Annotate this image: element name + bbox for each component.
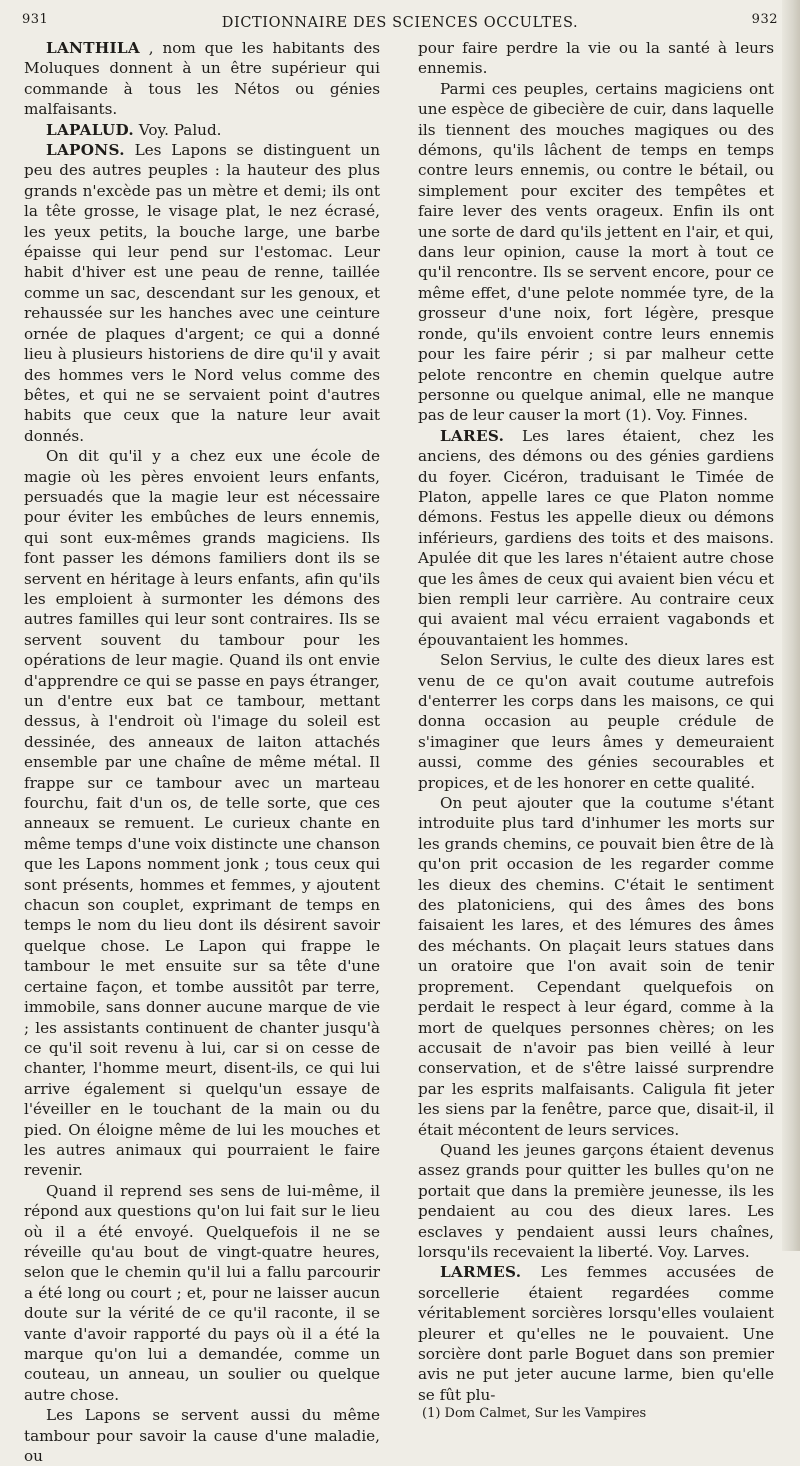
paragraph-text: Les femmes accusées de sorcellerie étaient regardées comme véritablement sorcières lorsqu'elles voulaient pleurer et qu'elles ne le pouvaient. Une sorcière dont parle Boguet dans son premier avis ne put jeter aucune larme, bien qu'elle se fût plu- [418,1263,774,1404]
paragraph-text: Parmi ces peuples, certains magiciens ont une espèce de gibecière de cuir, dans laquelle ils tiennent des mouches magiques ou des démons, qu'ils lâchent de temps en temps contre leurs ennemis, ou contre le bétail, ou simplement pour exciter des tempêtes et faire lever des vents orageux. Enfin ils ont une sorte de dard qu'ils jettent en l'air, et qui, dans leur opinion, cause la mort à tout ce qu'il rencontre. Ils se servent encore, pour ce même effet, d'une pelote nommée tyre, de la grosseur d'une noix, fort légère, presque ronde, qu'ils envoient contre leurs ennemis pour les faire périr ; si par malheur cette pelote rencontre en chemin quelque autre personne ou quelque animal, elle ne manque pas de leur causer la mort (1). Voy. Finnes. [418,79,774,425]
paragraph [418,1140,774,1262]
paragraph-text: Quand il reprend ses sens de lui-même, il répond aux questions qu'on lui fait sur le lieu où il a été envoyé. Quelquefois il ne se réveille qu'au bout de vingt-quatre heures, selon que le chemin qu'il lui a fallu parcourir a été long ou court ; et, pour ne laisser aucun doute sur la vérité de ce qu'il raconte, il se vante d'avoir rapporté du pays où il a été la marque qu'on lui a demandée, comme un couteau, un anneau, un soulier ou quelque autre chose. [24,1181,380,1404]
headword: LAPALUD. [46,120,134,139]
right-column [418,38,774,1422]
paragraph [418,38,774,79]
paragraph [24,1405,380,1466]
page-number-right: 932 [751,12,778,27]
paragraph [24,38,380,120]
footnote: (1) Dom Calmet, Sur les Vampires [422,1406,647,1422]
paragraph-text: Les lares étaient, chez les anciens, des démons ou des génies gardiens du foyer. Cicéron, traduisant le Timée de Platon, appelle lares ce que Platon nomme démons. Festus les appelle dieux ou démons inférieurs, gardiens des toits et des maisons. Apulée dit que les lares n'étaient autre chose que les âmes de ceux qui avaient bien vécu et bien rempli leur carrière. Au contraire ceux qui avaient mal vécu erraient vagabonds et épouvantaient les hommes. [418,426,774,649]
headword: LANTHILA [46,39,140,57]
running-header [22,4,778,34]
paragraph [418,650,774,793]
paragraph-text: Les Lapons se distinguent un peu des autres peuples : la hauteur des plus grands n'excède pas un mètre et demi; ils ont la tête grosse, le visage plat, le nez écrasé, les yeux petits, la bouche large, une barbe épaisse qui leur pend sur l'estomac. Leur habit d'hiver est une peau de renne, taillée comme un sac, descendant sur les genoux, et rehaussée sur les hanches avec une ceinture ornée de plaques d'argent; ce qui a donné lieu à plusieurs historiens de dire qu'il y avait des hommes vers le Nord velus comme des bêtes, et qui ne se servaient point d'autres habits que ceux que la nature leur avait donnés. [24,141,380,445]
paragraph-text: Voy. Palud. [133,120,222,139]
paragraph [24,446,380,1181]
paragraph [24,120,380,140]
paragraph-text: Quand les jeunes garçons étaient devenus assez grands pour quitter les bulles qu'on ne portait que dans la première jeunesse, ils les pendaient au cou des dieux lares. Les esclaves y pendaient aussi leurs chaînes, lorsqu'ils recevaient la liberté. Voy. Larves. [418,1140,774,1261]
paragraph-text: Les Lapons se servent aussi du même tambour pour savoir la cause d'une maladie, ou [24,1406,380,1466]
paragraph-text: On peut ajouter que la coutume s'étant introduite plus tard d'inhumer les morts sur les grands chemins, ce pouvait bien être de là qu'on prit occasion de les regarder comme les dieux des chemins. C'était le sentiment des platoniciens, qui des âmes des bons faisaient les lares, et des lémures des âmes des méchants. On plaçait leurs statues dans un oratoire que l'on avait soin de tenir proprement. Cependant quelquefois on perdait le respect à leur égard, comme à la mort de quelques personnes chères; on les accusait de n'avoir pas bien veillé à leur conservation, et de s'être laissé surprendre par les esprits malfaisants. Caligula fit jeter les siens par la fenêtre, parce que, disait-il, il était mécontent de leurs services. [418,794,774,1139]
headword: LARES. [440,426,505,445]
paragraph-text: , nom que les habitants des Moluques donnent à un être supérieur qui commande à tous les Nétos ou génies malfaisants. [24,39,380,119]
paragraph-text: Selon Servius, le culte des dieux lares est venu de ce qu'on avait coutume autrefois d'enterrer les corps dans les maisons, ce qui donna occasion au peuple crédule de s'imaginer que leurs âmes y demeuraient aussi, comme des génies secourables et propices, et de les honorer en cette qualité. [418,651,774,792]
paragraph [418,1262,774,1405]
paragraph [24,1181,380,1405]
running-title: DICTIONNAIRE DES SCIENCES OCCULTES. [221,15,579,31]
left-column [24,38,380,1466]
paragraph [418,793,774,1140]
page-edge-shadow [782,0,800,1251]
headword: LAPONS. [46,141,125,160]
paragraph [24,140,380,446]
headword: LARMES. [440,1263,522,1282]
paragraph-text: On dit qu'il y a chez eux une école de magie où les pères envoient leurs enfants, persuadés que la magie leur est nécessaire pour éviter les embûches de leurs ennemis, qui sont eux-mêmes grands magiciens. Ils font passer les démons familiers dont ils se servent en héritage à leurs enfants, afin qu'ils les emploient à surmonter les démons des autres familles qui leur sont contraires. Ils se servent souvent du tambour pour les opérations de leur magie. Quand ils ont envie d'apprendre ce qui se passe en pays étranger, un d'entre eux bat ce tambour, mettant dessus, à l'endroit où l'image du soleil est dessinée, des anneaux de laiton attachés ensemble par une chaîne de même métal. Il frappe sur ce tambour avec un marteau fourchu, fait d'un os, de telle sorte, que ces anneaux se remuent. Le curieux chante en même temps d'une voix distincte une chanson que les Lapons nomment jonk ; tous ceux qui sont présents, hommes et femmes, y ajoutent chacun son couplet, exprimant de temps en temps le nom du lieu dont ils désirent savoir quelque chose. Le Lapon qui frappe le tambour le met ensuite sur sa tête d'une certaine façon, et tombe aussitôt par terre, immobile, sans donner aucune marque de vie ; les assistants continuent de chanter jusqu'à ce qu'il soit revenu à lui, car si on cesse de chanter, l'homme meurt, disent-ils, ce qui lui arrive également si quelqu'un essaye de l'éveiller en le touchant de la main ou du pied. On éloigne même de lui les mouches et les autres animaux qui pourraient le faire revenir. [24,447,380,1180]
page-number-left: 931 [22,12,49,27]
paragraph [418,426,774,650]
paragraph-text: pour faire perdre la vie ou la santé à leurs ennemis. [418,39,774,78]
paragraph [418,79,774,426]
